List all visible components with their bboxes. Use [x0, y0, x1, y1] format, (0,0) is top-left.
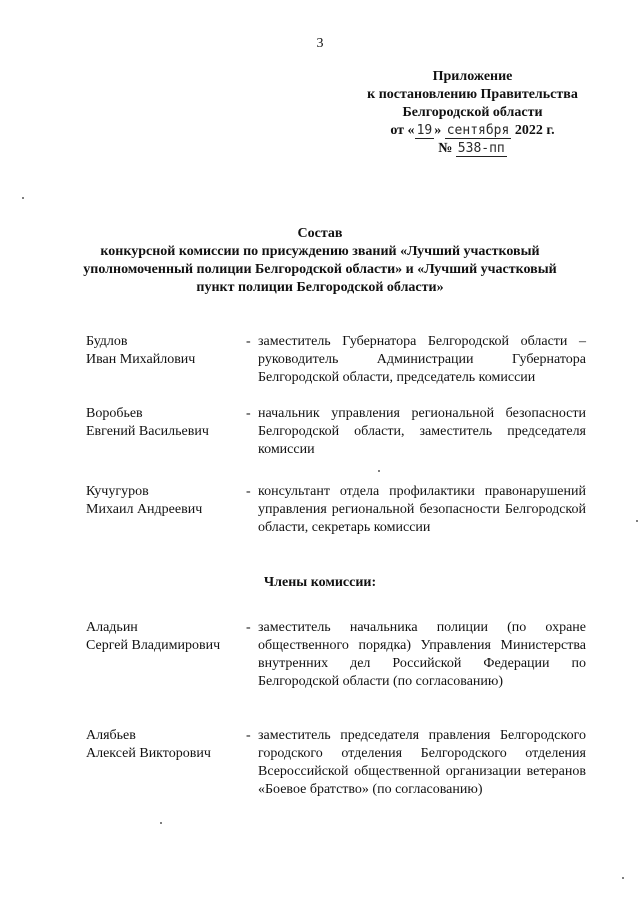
date-mid: » — [434, 123, 442, 138]
scan-speck — [160, 822, 162, 824]
person-surname: Алябьев — [86, 728, 136, 743]
title-line-2: уполномоченный полиции Белгородской области» и «Лучший участковый — [83, 262, 557, 277]
appendix-reference: к постановлению Правительства — [367, 87, 578, 102]
person-position: начальник управления региональной безопасности Белгородской области, заместитель председателя комиссии — [258, 406, 586, 457]
page-number: 3 — [316, 36, 324, 51]
appendix-number — [340, 140, 605, 158]
dash-separator: - — [246, 620, 251, 635]
dash-separator: - — [246, 406, 251, 421]
appendix-header — [340, 68, 605, 158]
title-heading: Состав — [297, 226, 343, 241]
person-position: консультант отдела профилактики правонарушений управления региональной безопасности Белгородской области, секретарь комиссии — [258, 484, 586, 535]
date-prefix: от « — [390, 123, 415, 138]
dash-separator: - — [246, 484, 251, 499]
scan-speck — [636, 520, 638, 522]
person-name — [86, 727, 236, 763]
document-title — [60, 225, 580, 297]
person-given-name: Сергей Владимирович — [86, 638, 221, 653]
date-day: 19 — [416, 123, 433, 138]
dash-separator: - — [246, 728, 251, 743]
person-surname: Будлов — [86, 334, 128, 349]
title-line-1: конкурсной комиссии по присуждению званий «Лучший участковый — [100, 244, 540, 259]
scan-speck — [22, 197, 24, 199]
date-year: 2022 г. — [514, 123, 555, 138]
number-prefix: № — [438, 141, 453, 156]
person-given-name: Евгений Васильевич — [86, 424, 209, 439]
appendix-region: Белгородской области — [402, 105, 543, 120]
person-surname: Кучугуров — [86, 484, 149, 499]
appendix-title: Приложение — [432, 69, 513, 84]
person-position: заместитель Губернатора Белгородской области – руководитель Администрации Губернатора Белгородской области, председатель комиссии — [258, 334, 586, 385]
person-given-name: Михаил Андреевич — [86, 502, 203, 517]
person-name — [86, 405, 236, 441]
person-given-name: Иван Михайлович — [86, 352, 196, 367]
person-name — [86, 333, 236, 369]
dash-separator: - — [246, 334, 251, 349]
person-name — [86, 483, 236, 519]
person-surname: Воробьев — [86, 406, 143, 421]
person-given-name: Алексей Викторович — [86, 746, 211, 761]
title-line-3: пункт полиции Белгородской области» — [196, 280, 444, 295]
date-month: сентября — [446, 123, 510, 138]
person-name — [86, 619, 236, 655]
appendix-date — [340, 122, 605, 140]
person-position: заместитель начальника полиции (по охране общественного порядка) Управления Министерства внутренних дел Российской Федерации по Белгородской области (по согласованию) — [258, 620, 586, 689]
members-heading: Члены комиссии: — [263, 575, 377, 590]
scan-speck — [622, 877, 624, 879]
person-position: заместитель председателя правления Белгородского городского отделения Белгородского отделения Всероссийской общественной организации ветеранов «Боевое братство» (по согласованию) — [258, 728, 586, 797]
scan-speck — [378, 470, 380, 472]
number-value: 538-пп — [457, 141, 505, 156]
person-surname: Аладьин — [86, 620, 138, 635]
